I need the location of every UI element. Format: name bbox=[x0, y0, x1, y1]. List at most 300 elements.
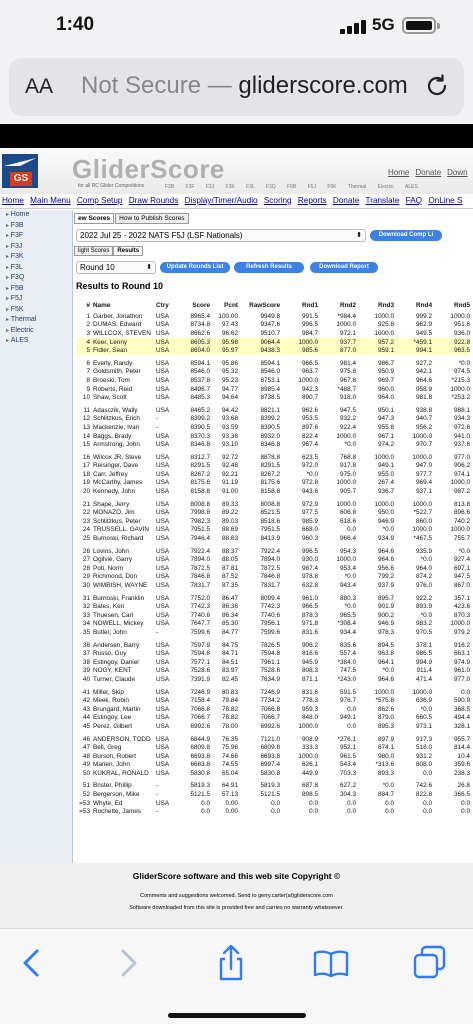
cell-rnd1: 996.5 bbox=[302, 547, 318, 555]
cell-rnd1: 898.5 bbox=[302, 791, 318, 799]
cell-rawscore: 7826.5 bbox=[260, 641, 280, 649]
cell-score: 8662.6 bbox=[190, 329, 210, 337]
cell-score: 7922.4 bbox=[190, 547, 210, 555]
cell-rnd1: 978.8 bbox=[302, 573, 318, 581]
tabs-icon[interactable] bbox=[410, 943, 450, 983]
cell-name: Shaw, Scott bbox=[93, 394, 127, 402]
cell-rnd5: 0.0 bbox=[461, 688, 470, 696]
menu-scoring[interactable]: Scoring bbox=[263, 196, 292, 205]
cell-score: 7846.8 bbox=[190, 573, 210, 581]
table-row bbox=[76, 799, 470, 808]
table-row bbox=[76, 714, 470, 723]
cell-pcnt: 93.68 bbox=[222, 415, 238, 423]
cell-score: 8465.2 bbox=[190, 406, 210, 414]
update-rounds-list-button[interactable]: Update Rounds List bbox=[160, 262, 230, 273]
cell-rnd1: 878.3 bbox=[302, 611, 318, 619]
cell-rnd3: 897.9 bbox=[378, 735, 394, 743]
cell-rnd1: 808.3 bbox=[302, 667, 318, 675]
cell-score: 7594.8 bbox=[190, 650, 210, 658]
table-row bbox=[76, 688, 470, 697]
cell-pcnt: 84.51 bbox=[222, 658, 238, 666]
cell-rnd2: *984.4 bbox=[337, 312, 356, 320]
menu-donate[interactable]: Donate bbox=[332, 196, 360, 205]
cell-ctry: USA bbox=[156, 667, 170, 675]
cell-rnd4: 947.0 bbox=[416, 462, 432, 470]
cell-rank: 36 bbox=[82, 641, 90, 649]
cell-rnd2: *488.7 bbox=[337, 385, 356, 393]
cell-score: 7982.3 bbox=[190, 517, 210, 525]
cell-name: Brungard, Martin bbox=[93, 705, 141, 713]
col-header-rnd4: Rnd4 bbox=[416, 301, 432, 309]
cell-rank: 20 bbox=[82, 488, 90, 496]
menu-main-menu[interactable]: Main Menu bbox=[30, 196, 71, 205]
table-row bbox=[76, 393, 470, 402]
cell-rank: 12 bbox=[82, 415, 90, 423]
table-row bbox=[76, 696, 470, 705]
nav-item-home[interactable]: ▸ Home bbox=[0, 210, 72, 221]
cell-score: 7951.5 bbox=[190, 526, 210, 534]
cell-pcnt: 89.33 bbox=[222, 500, 238, 508]
menu-draw-rounds[interactable]: Draw Rounds bbox=[128, 196, 179, 205]
col-header-rawscore: RawScore bbox=[249, 301, 280, 309]
cell-rnd3: 964.6 bbox=[378, 547, 394, 555]
cell-rnd4: 1000.0 bbox=[412, 432, 432, 440]
cell-pcnt: 95.86 bbox=[222, 359, 238, 367]
cell-rawscore: 7956.1 bbox=[260, 620, 280, 628]
nav-item-f5b[interactable]: ▸ F5B bbox=[0, 284, 72, 295]
cell-rnd4: 977.7 bbox=[416, 470, 432, 478]
nav-item-f3q[interactable]: ▸ F3Q bbox=[0, 273, 72, 284]
cell-rawscore: 6809.8 bbox=[260, 744, 280, 752]
table-row bbox=[76, 581, 470, 590]
menu-online-scores[interactable]: OnLine S bbox=[428, 196, 463, 205]
chevron-down-icon: ⬍ bbox=[146, 264, 152, 271]
cell-rnd1: 960.3 bbox=[302, 535, 318, 543]
cell-rnd5: 357.1 bbox=[454, 594, 470, 602]
cell-name: Broeski, Tom bbox=[93, 376, 130, 384]
col-header-rnd5: Rnd5 bbox=[454, 301, 470, 309]
cell-name: Burnoski, Franklin bbox=[93, 594, 145, 602]
cell-rnd5: 916.2 bbox=[454, 641, 470, 649]
cell-rawscore: 7894.0 bbox=[260, 556, 280, 564]
cell-score: 8496.7 bbox=[190, 385, 210, 393]
cell-rnd3: 986.7 bbox=[378, 359, 394, 367]
col-header-name: Name bbox=[93, 301, 111, 309]
cell-ctry: USA bbox=[156, 697, 170, 705]
cell-rank: 24 bbox=[82, 526, 90, 534]
cell-rnd5: 988.1 bbox=[454, 406, 470, 414]
menu-display-timer-audio[interactable]: Display/Timer/Audio bbox=[184, 196, 258, 205]
table-row bbox=[76, 415, 470, 424]
cell-rnd1: 687.8 bbox=[302, 782, 318, 790]
cell-rnd5: 0.0 bbox=[461, 799, 470, 807]
cell-rawscore: 8158.8 bbox=[260, 488, 280, 496]
cell-rnd4: *0.0 bbox=[420, 611, 432, 619]
cell-rnd2: *243.0 bbox=[337, 675, 356, 683]
cell-rnd1: 1000.0 bbox=[280, 338, 318, 347]
cell-rnd1: 623.5 bbox=[302, 453, 318, 461]
page-top-bar bbox=[0, 124, 473, 148]
table-row bbox=[76, 675, 470, 684]
cell-rank: 5 bbox=[76, 346, 90, 355]
cell-pcnt: 65.04 bbox=[222, 769, 238, 777]
cell-rnd3: 957.2 bbox=[356, 338, 394, 347]
cell-rank: 19 bbox=[82, 479, 90, 487]
cell-rnd2: 0.0 bbox=[347, 705, 356, 713]
top-link-home[interactable]: Home bbox=[388, 168, 410, 177]
cell-name: Roberts, Reid bbox=[93, 385, 133, 393]
table-row bbox=[76, 338, 470, 347]
cell-rnd4: *522.7 bbox=[413, 509, 432, 517]
status-bar bbox=[0, 0, 473, 50]
cell-rnd2: 952.1 bbox=[340, 744, 356, 752]
cell-rank: 35 bbox=[82, 628, 90, 636]
table-row bbox=[76, 573, 470, 582]
cell-pcnt: 88.69 bbox=[222, 526, 238, 534]
cell-rank: 4 bbox=[76, 338, 90, 347]
cell-name: McCarthy, James bbox=[93, 479, 143, 487]
cell-rnd1: 985.9 bbox=[302, 517, 318, 525]
cell-rnd3: 1000.0 bbox=[374, 329, 394, 337]
cell-name: Baggs, Brady bbox=[93, 432, 132, 440]
cell-ctry: USA bbox=[156, 675, 170, 683]
menu-reports[interactable]: Reports bbox=[297, 196, 327, 205]
nav-item-thermal[interactable]: ▸ Thermal bbox=[0, 315, 72, 326]
text-size-button[interactable]: AA bbox=[25, 75, 54, 98]
footer-disclaimer: Software downloaded from this site is provided free and carries no warranty whatsoever. bbox=[129, 905, 344, 911]
cell-pcnt: 80.83 bbox=[222, 688, 238, 696]
cell-ctry: USA bbox=[156, 359, 170, 367]
cell-rawscore: 7066.8 bbox=[260, 705, 280, 713]
cell-rnd2: 932.2 bbox=[340, 415, 356, 423]
contest-select-value: 2022 Jul 25 - 2022 NATS F5J (LSF Nationals) bbox=[80, 231, 243, 240]
cell-pcnt: 94.77 bbox=[222, 385, 238, 393]
cell-rawscore: 8099.4 bbox=[260, 594, 280, 602]
cell-rawscore: 8413.9 bbox=[260, 535, 280, 543]
table-row bbox=[76, 406, 470, 415]
cell-rnd1: 632.8 bbox=[302, 582, 318, 590]
round-select[interactable] bbox=[76, 261, 156, 274]
cell-rnd4: 986.5 bbox=[416, 650, 432, 658]
cell-name: Everly, Randy bbox=[93, 359, 133, 367]
cell-rnd2: 972.1 bbox=[340, 329, 356, 337]
cell-rank: 52 bbox=[82, 791, 90, 799]
col-header-score: Score bbox=[192, 301, 210, 309]
cell-rnd4: 970.7 bbox=[416, 441, 432, 449]
cell-ctry: USA bbox=[156, 744, 170, 752]
cell-pcnt: 78.82 bbox=[222, 714, 238, 722]
cell-name: Goldsmith, Peter bbox=[93, 368, 141, 376]
table-row bbox=[76, 649, 470, 658]
nav-item-electric[interactable]: ▸ Electric bbox=[0, 326, 72, 337]
cell-rank: 32 bbox=[82, 603, 90, 611]
cell-ctry: USA bbox=[156, 641, 170, 649]
share-icon[interactable] bbox=[211, 943, 251, 983]
table-row bbox=[76, 790, 470, 799]
cell-rnd3: 895.7 bbox=[378, 594, 394, 602]
gliderscore-logo[interactable]: GS bbox=[2, 154, 38, 188]
cell-score: 7946.4 bbox=[190, 535, 210, 543]
cell-rnd1: 871.1 bbox=[302, 675, 318, 683]
cell-rnd1: 943.6 bbox=[302, 488, 318, 496]
cell-rnd3: 894.5 bbox=[378, 641, 394, 649]
cell-ctry: USA bbox=[156, 650, 170, 658]
table-row bbox=[76, 432, 470, 441]
cell-name: Bates, Ken bbox=[93, 603, 125, 611]
cell-rawscore: 8738.5 bbox=[260, 394, 280, 402]
table-row bbox=[76, 526, 470, 535]
cell-ctry: USA bbox=[156, 321, 170, 329]
cell-rnd4: 922.2 bbox=[416, 594, 432, 602]
reload-icon[interactable] bbox=[423, 72, 451, 100]
cell-name: Rochette, James bbox=[93, 808, 141, 816]
cell-rawscore: 7066.7 bbox=[260, 714, 280, 722]
cell-rnd4: *0.0 bbox=[420, 556, 432, 564]
nav-item-f5j[interactable]: ▸ F5J bbox=[0, 294, 72, 305]
cell-ctry: USA bbox=[156, 714, 170, 722]
table-row bbox=[76, 628, 470, 637]
cell-rnd5: 979.2 bbox=[454, 628, 470, 636]
cell-score: 8158.8 bbox=[190, 488, 210, 496]
cell-score: 5121.5 bbox=[190, 791, 210, 799]
browser-toolbar bbox=[0, 928, 473, 1024]
cell-rnd1: 0.0 bbox=[309, 799, 318, 807]
cell-rnd4: 969.4 bbox=[416, 479, 432, 487]
cell-ctry: USA bbox=[156, 735, 170, 743]
menu-home[interactable]: Home bbox=[2, 196, 24, 205]
cell-rnd5: 590.9 bbox=[454, 697, 470, 705]
cell-rank: 30 bbox=[82, 582, 90, 590]
cell-pcnt: 88.37 bbox=[222, 547, 238, 555]
page-tabs bbox=[74, 213, 190, 224]
cell-name: Bell, Greg bbox=[93, 744, 122, 752]
cell-rnd2: *308.4 bbox=[337, 620, 356, 628]
cell-ctry: USA bbox=[156, 752, 170, 760]
cell-rnd3: 862.6 bbox=[378, 705, 394, 713]
download-comp-list-button[interactable]: Download Comp Li bbox=[370, 230, 442, 241]
cell-rawscore: 6997.4 bbox=[260, 761, 280, 769]
cell-rnd3: 946.9 bbox=[378, 620, 394, 628]
cell-score: 5819.3 bbox=[190, 782, 210, 790]
cell-pcnt: 89.22 bbox=[222, 509, 238, 517]
cell-pcnt: 85.30 bbox=[222, 620, 238, 628]
cell-rnd5: 1000.0 bbox=[450, 385, 470, 393]
cell-pcnt: 84.75 bbox=[222, 641, 238, 649]
forward-icon[interactable] bbox=[108, 943, 148, 983]
cell-rnd5: 927.4 bbox=[454, 556, 470, 564]
main-content bbox=[74, 210, 473, 865]
cell-rnd2: 557.4 bbox=[340, 650, 356, 658]
cell-rnd3: 964.1 bbox=[378, 658, 394, 666]
menu-faq[interactable]: FAQ bbox=[405, 196, 423, 205]
cell-rawscore: 9510.7 bbox=[260, 329, 280, 337]
cell-rank: 14 bbox=[82, 432, 90, 440]
cell-rnd2: 966.4 bbox=[340, 535, 356, 543]
cell-rnd4: 949.5 bbox=[416, 329, 432, 337]
cell-rawscore: 8594.1 bbox=[260, 359, 280, 367]
cell-rnd3: 925.8 bbox=[378, 321, 394, 329]
nav-item-f5k[interactable]: ▸ F5K bbox=[0, 305, 72, 316]
nav-item-ales[interactable]: ▸ ALES bbox=[0, 336, 72, 347]
cell-rnd1: 831.6 bbox=[302, 688, 318, 696]
cell-rank: 9 bbox=[86, 385, 90, 393]
nav-item-f3b[interactable]: ▸ F3B bbox=[0, 221, 72, 232]
cell-rnd3: 895.3 bbox=[378, 722, 394, 730]
table-row bbox=[76, 620, 470, 629]
cell-pcnt: 84.77 bbox=[222, 628, 238, 636]
nav-item-f3l[interactable]: ▸ F3L bbox=[0, 263, 72, 274]
cell-rnd5: 961.0 bbox=[454, 667, 470, 675]
cell-rnd2: 967.8 bbox=[340, 376, 356, 384]
cell-rawscore: 7922.4 bbox=[260, 547, 280, 555]
cell-rnd5: 955.7 bbox=[454, 735, 470, 743]
cell-score: 8546.0 bbox=[190, 368, 210, 376]
nav-item-f3j[interactable]: ▸ F3J bbox=[0, 242, 72, 253]
cell-score: 0.0 bbox=[201, 808, 210, 816]
cell-ctry: USA bbox=[156, 603, 170, 611]
cell-rnd2: 606.8 bbox=[340, 509, 356, 517]
cell-rawscore: 7634.9 bbox=[260, 675, 280, 683]
table-row bbox=[76, 470, 470, 479]
cell-rank: 45 bbox=[82, 722, 90, 730]
table-row bbox=[76, 517, 470, 526]
cell-rnd1: 1000.0 bbox=[298, 376, 318, 384]
cell-rnd1: *0.0 bbox=[306, 470, 318, 478]
cell-rnd5: 974.1 bbox=[454, 470, 470, 478]
cell-rank: 51 bbox=[82, 782, 90, 790]
cell-score: 8965.4 bbox=[190, 312, 210, 320]
cell-rnd5: 977.0 bbox=[454, 675, 470, 683]
cell-score: 7740.6 bbox=[190, 611, 210, 619]
back-icon[interactable] bbox=[12, 943, 52, 983]
cell-score: 7528.6 bbox=[190, 667, 210, 675]
cell-rank: 22 bbox=[82, 509, 90, 517]
cell-rawscore: 5819.3 bbox=[260, 782, 280, 790]
tab-flight-scores[interactable]: light Scores bbox=[74, 246, 113, 256]
cell-score: 7831.7 bbox=[190, 582, 210, 590]
table-row bbox=[76, 508, 470, 517]
cell-ctry: USA bbox=[156, 517, 170, 525]
cell-rnd3: 893.3 bbox=[378, 769, 394, 777]
cell-score: 8175.6 bbox=[190, 479, 210, 487]
cell-name: ANDERSON, TODD bbox=[93, 735, 151, 743]
cell-rnd1: 906.2 bbox=[302, 641, 318, 649]
cell-ctry: USA bbox=[156, 479, 170, 487]
cell-rawscore: 7246.9 bbox=[260, 688, 280, 696]
cell-name: Wilcox JR, Steve bbox=[93, 453, 142, 461]
nav-item-f3f[interactable]: ▸ F3F bbox=[0, 231, 72, 242]
cell-score: 7742.3 bbox=[190, 603, 210, 611]
url-display[interactable] bbox=[81, 72, 408, 100]
cell-rawscore: 8267.2 bbox=[260, 470, 280, 478]
tab-results[interactable]: Results bbox=[113, 246, 143, 256]
top-link-donate[interactable]: Donate bbox=[415, 168, 442, 177]
cell-rnd4: 1000.0 bbox=[412, 500, 432, 508]
menu-comp-setup[interactable]: Comp Setup bbox=[76, 196, 123, 205]
cell-score: 5830.8 bbox=[190, 769, 210, 777]
cell-rnd5: 951.6 bbox=[454, 321, 470, 329]
cell-rank: 23 bbox=[82, 517, 90, 525]
cell-rank: 6 bbox=[86, 359, 90, 367]
download-report-button[interactable]: Download Report bbox=[310, 262, 378, 273]
cell-score: 7158.4 bbox=[190, 697, 210, 705]
battery-icon bbox=[402, 17, 436, 34]
cell-ctry: USA bbox=[156, 573, 170, 581]
cell-rawscore: 8546.0 bbox=[260, 368, 280, 376]
cell-rnd4: 964.0 bbox=[416, 564, 432, 572]
cell-rawscore: 6693.8 bbox=[260, 752, 280, 760]
results-title: Results to Round 10 bbox=[76, 281, 164, 291]
cell-rnd1: 953.5 bbox=[302, 415, 318, 423]
cell-rnd1: 816.6 bbox=[302, 650, 318, 658]
bookmarks-icon[interactable] bbox=[311, 943, 351, 983]
cell-rnd3: 974.2 bbox=[378, 441, 394, 449]
signal-icon bbox=[340, 18, 368, 34]
top-link-download[interactable]: Down bbox=[447, 168, 468, 177]
cell-rnd3: *313.6 bbox=[375, 761, 394, 769]
cell-ctry: USA bbox=[156, 432, 170, 440]
cell-rank: 31 bbox=[82, 594, 90, 602]
table-row bbox=[76, 705, 470, 714]
cell-rnd3: 956.6 bbox=[378, 564, 394, 572]
tab-view-scores[interactable]: ew Scores bbox=[74, 213, 114, 224]
cell-rawscore: 7740.6 bbox=[260, 611, 280, 619]
tab-how-to-publish[interactable]: How to Publish Scores bbox=[115, 213, 188, 224]
nav-item-f3k[interactable]: ▸ F3K bbox=[0, 252, 72, 263]
cell-rawscore: 5830.8 bbox=[260, 769, 280, 777]
round-select-value: Round 10 bbox=[80, 263, 115, 272]
cell-rnd1: 972.9 bbox=[302, 500, 318, 508]
cell-rnd2: 947.5 bbox=[340, 406, 356, 414]
refresh-results-button[interactable]: Refresh Results bbox=[234, 262, 304, 273]
cell-rnd2: 937.7 bbox=[318, 338, 356, 347]
cell-rnd3: 964.6 bbox=[378, 675, 394, 683]
cell-rank: 43 bbox=[82, 705, 90, 713]
menu-translate[interactable]: Translate bbox=[365, 196, 400, 205]
cell-rnd2: 304.3 bbox=[340, 791, 356, 799]
contest-select[interactable] bbox=[76, 229, 366, 242]
cell-ctry: USA bbox=[156, 312, 170, 320]
cell-name: Adasczik, Wally bbox=[93, 406, 138, 414]
cell-rnd4: 636.9 bbox=[416, 697, 432, 705]
cell-rnd4: 940.7 bbox=[416, 415, 432, 423]
cell-rank: 29 bbox=[82, 573, 90, 581]
cell-rnd1: 626.1 bbox=[302, 761, 318, 769]
cell-pcnt: 86.36 bbox=[222, 603, 238, 611]
cell-rnd1: 1000.0 bbox=[298, 752, 318, 760]
cell-rnd3: 1000.0 bbox=[374, 312, 394, 320]
cell-rnd4: 958.9 bbox=[416, 385, 432, 393]
cell-ctry: USA bbox=[156, 611, 170, 619]
cell-score: 6683.8 bbox=[190, 761, 210, 769]
cell-rnd1: 890.7 bbox=[302, 394, 318, 402]
top-links bbox=[388, 168, 473, 177]
cell-ctry: USA bbox=[156, 769, 170, 777]
cell-rnd2: *384.0 bbox=[337, 658, 356, 666]
cell-rnd3: 960.0 bbox=[378, 385, 394, 393]
cell-rnd3: 937.9 bbox=[378, 582, 394, 590]
cell-rnd3: *0.0 bbox=[382, 782, 394, 790]
cell-rnd5: 359.6 bbox=[454, 761, 470, 769]
cell-rnd2: 703.3 bbox=[340, 769, 356, 777]
cell-rnd5: 922.8 bbox=[432, 338, 470, 347]
cell-rank: 37 bbox=[82, 650, 90, 658]
cell-rnd4: 1000.0 bbox=[412, 526, 432, 534]
cell-score: 8312.7 bbox=[190, 453, 210, 461]
cell-pcnt: 87.52 bbox=[222, 573, 238, 581]
cell-rnd1: 333.3 bbox=[302, 744, 318, 752]
address-bar[interactable] bbox=[9, 58, 464, 116]
